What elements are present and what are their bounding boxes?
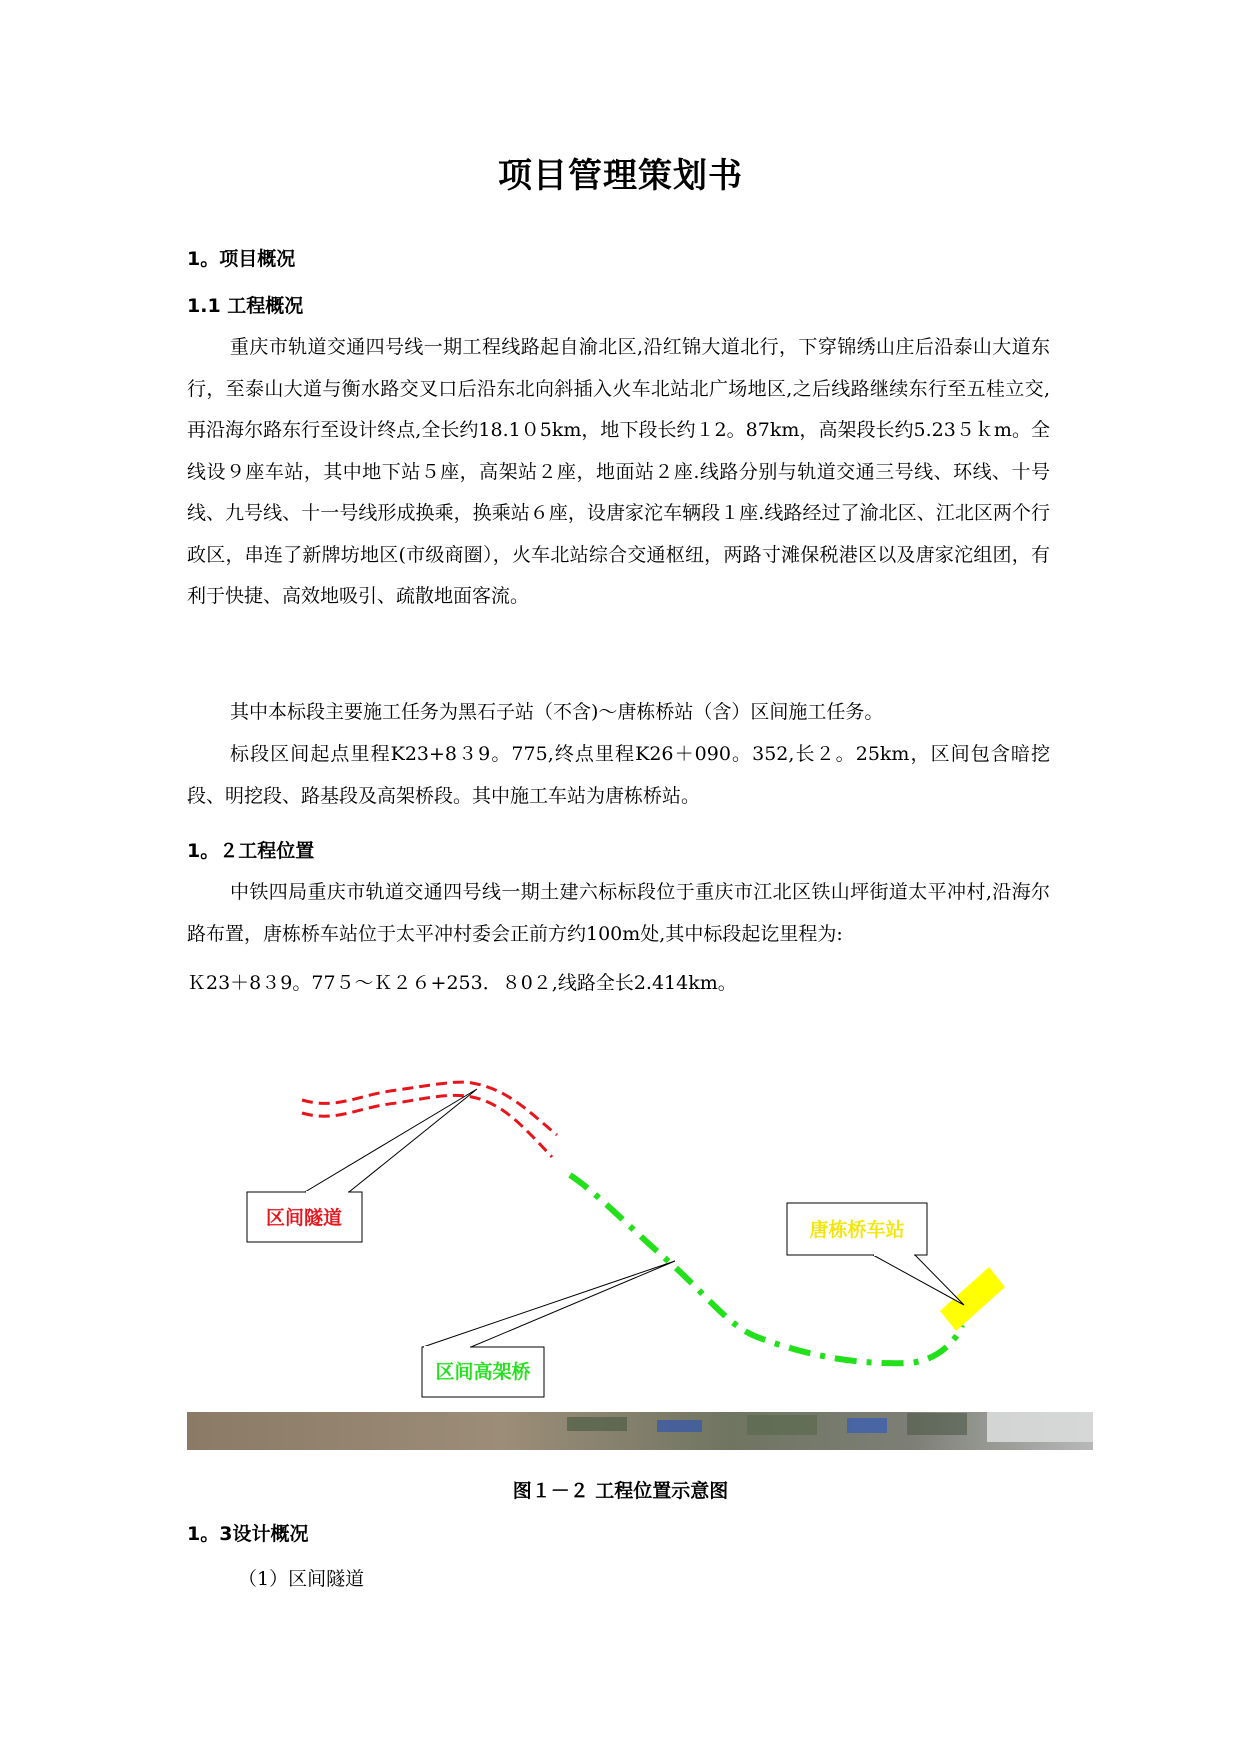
label-bridge: 区间高架桥 xyxy=(435,1361,531,1383)
label-station: 唐栋桥车站 xyxy=(809,1219,905,1241)
location-diagram xyxy=(187,1075,1093,1450)
station-marker xyxy=(940,1267,1005,1331)
paragraph-section-task: 其中本标段主要施工任务为黑石子站（不含)～唐栋桥站（含）区间施工任务。 xyxy=(230,701,884,723)
paragraph-section-mileage: 标段区间起点里程K23+8３9。775,终点里程K26＋090。352,长２。25km，区间包含暗挖段、明挖段、路基段及高架桥段。其中施工车站为唐栋桥站。 xyxy=(187,743,1050,807)
paragraph-location: 中铁四局重庆市轨道交通四号线一期土建六标标段位于重庆市江北区铁山坪街道太平冲村,沿海尔路布置，唐栋桥车站位于太平冲村委会正前方约100m处,其中标段起讫里程为: xyxy=(187,881,1050,945)
paragraph-location-mileage: Ｋ23＋8３9。77５～Ｋ２６+253．８0２,线路全长2.414km。 xyxy=(187,972,737,994)
label-tunnel: 区间隧道 xyxy=(265,1207,343,1229)
paragraph-line-description: 重庆市轨道交通四号线一期工程线路起自渝北区,沿红锦大道北行，下穿锦绣山庄后沿泰山大道东行，至泰山大道与衡水路交叉口后沿东北向斜插入火车北站北广场地区,之后线路继续东行至五桂立交,再沿海尔路东行至设计终点,全长约18.1０5km，地下段长约１2。87km，高架段长约5.23５ｋm。全线设９座车站，其中地下站５座，高架站２座，地面站２座.线路分别与轨道交通三号线、环线、十号线、九号线、十一号线形成换乘，换乘站６座，设唐家沱车辆段１座.线路经过了渝北区、江北区两个行政区，串连了新牌坊地区(市级商圈），火车北站综合交通枢纽，两路寸滩保税港区以及唐家沱组团，有利于快捷、高效地吸引、疏散地面客流。 xyxy=(187,336,1050,607)
heading-design-overview: 1。3设计概况 xyxy=(187,1523,309,1545)
heading-engineering-location: 1。２工程位置 xyxy=(187,840,315,862)
list-item-tunnel: （1）区间隧道 xyxy=(238,1568,365,1590)
document-title: 项目管理策划书 xyxy=(498,156,743,196)
figure-caption: 图１－２ 工程位置示意图 xyxy=(512,1480,729,1502)
location-figure xyxy=(187,1075,1093,1450)
heading-engineering-overview: 1.1 工程概况 xyxy=(187,295,304,317)
callout-station-pointer xyxy=(873,1255,964,1305)
heading-project-overview: 1。项目概况 xyxy=(187,248,296,270)
callout-bridge-pointer xyxy=(423,1261,675,1347)
